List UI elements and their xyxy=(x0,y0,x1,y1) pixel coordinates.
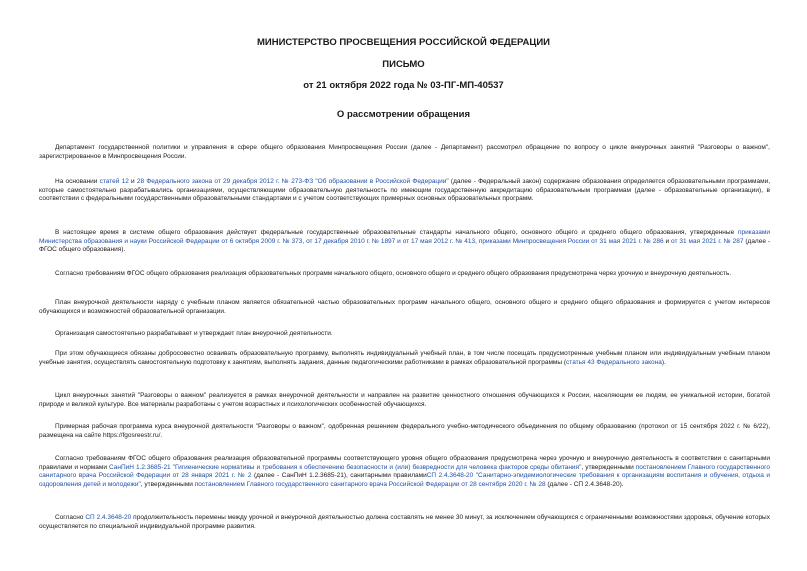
text: , утвержденными xyxy=(581,463,636,471)
paragraph-6: Организация самостоятельно разрабатывает и утверждает план внеурочной деятельности. xyxy=(55,330,333,337)
paragraph-5: План внеурочной деятельности наряду с учебным планом является обязательной частью образовательных программ начального общего, основного общего и среднего общего образования и формируется с учетом интересов обучающихся и возможностей образовательной организации. xyxy=(39,299,770,315)
text: Согласно xyxy=(55,514,86,521)
link-order-287[interactable]: от 31 мая 2021 г. № 287 xyxy=(671,237,744,245)
text: ). xyxy=(661,358,666,366)
text: (далее - ФГОС общего образования). xyxy=(39,237,771,254)
text: (далее - СП 2.4.3648-20). xyxy=(545,480,624,488)
text: и xyxy=(128,178,137,185)
link-sp-2-4-3648-20[interactable]: СП 2.4.3648-20 "Санитарно-эпидемиологические требования к организациям воспитания и обучения, отдыха и оздоровления детей и молодежи" xyxy=(39,472,770,488)
paragraph-3 xyxy=(39,229,770,255)
paragraph-11 xyxy=(39,514,770,531)
document-date-number: от 21 октября 2022 года № 03-ПГ-МП-40537 xyxy=(303,80,504,91)
text: При этом обучающиеся обязаны добросовестно осваивать образовательную программу, выполнять индивидуальный учебный план, в том числе посещать предусмотренные учебным планом или индивидуальным учебным планом учебные занятия, осуществлять самостоятельную подготовку к занятиям, выполнять задания, данные педагогическими работниками в рамках образовательной программы ( xyxy=(39,350,770,366)
document-subject: О рассмотрении обращения xyxy=(336,109,471,120)
paragraph-4: Согласно требованиям ФГОС общего образования реализация образовательных программ начального общего, основного общего и среднего общего образования предусмотрена через урочную и внеурочную деятельность. xyxy=(55,270,732,277)
link-sanpin-1-2-3685-21[interactable]: СанПиН 1.2.3685-21 "Гигиенические нормативы и требования к обеспечению безопасности и (или) безвредности для человека факторов среды обитания" xyxy=(109,463,582,471)
text: (далее - СанПиН 1.2.3685-21), санитарными правилами xyxy=(251,472,427,480)
text: (далее - Федеральный закон) содержание образования определяется образовательными программами, которые самостоятельно разрабатывались организациями, осуществляющими образовательную деятельность по имеющим государственную аккредитацию образовательным программам (далее - образовательные организации), в соответствии с федеральными государственными образовательными стандартами и с учетом соответствующих примерных основных образовательных программ. xyxy=(39,178,771,203)
paragraph-1: Департамент государственной политики и управления в сфере общего образования Минпросвещения России (далее - Департамент) рассмотрел обращение по вопросу о цикле внеурочных занятий "Разговоры о важном", зарегистрированное в Минпросвещения России. xyxy=(39,144,770,160)
paragraph-8: Цикл внеурочных занятий "Разговоры о важном" реализуется в рамках внеурочной деятельности и направлен на развитие ценностного отношения обучающихся к России, населяющим ее людям, ее уникальной истории, богатой природе и великой культуре. Все материалы разработаны с учетом возрастных и психологических особенностей обучающихся. xyxy=(39,392,770,408)
link-orders-ministry[interactable]: приказами Министерства образования и науки Российской Федерации от 6 октября 2009 г. № 373, от 17 декабря 2010 г. № 1897 и от 17 мая 2012 г. № 413, приказами Минпросвещения России от 31 мая 2021 г. № 286 xyxy=(39,229,770,245)
link-resolution-28[interactable]: постановлением Главного государственного санитарного врача Российской Федерации от 28 сентября 2020 г. № 28 xyxy=(194,480,546,488)
paragraph-10 xyxy=(39,455,770,489)
paragraph-2 xyxy=(39,178,770,204)
paragraph-7 xyxy=(39,350,770,367)
link-article-12[interactable]: статей 12 xyxy=(99,178,129,185)
text: В настоящее время в системе общего образования действует федеральные государственные образовательные стандарты начального общего, основного общего и среднего общего образования, утвержденные xyxy=(55,229,738,236)
text: На основании xyxy=(55,178,100,185)
text: Согласно требованиям ФГОС общего образования реализация образовательной программы соответствующего уровня общего образования предусмотрена через урочную и внеурочную деятельность в соответствии с санитарными правилами и нормами xyxy=(39,455,770,471)
text: и xyxy=(663,237,672,245)
link-sp-2-4-3648-20-short[interactable]: СП 2.4.3648-20 xyxy=(85,514,132,521)
link-resolution-2[interactable]: постановлением Главного государственного санитарного врача Российской Федерации от 28 января 2021 г. № 2 xyxy=(39,463,770,480)
text: продолжительность перемены между урочной и внеурочной деятельностью должна составлять не менее 30 минут, за исключением обучающихся с ограниченными возможностями здоровья, обучение которых осуществляется по специальной индивидуальной программе развития. xyxy=(39,514,770,530)
paragraph-9: Примерная рабочая программа курса внеурочной деятельности "Разговоры о важном", одобренная решением федерального учебно-методического объединения по общему образованию (протокол от 15 сентября 2022 г. № 6/22), размещена на сайте https://fgosreestr.ru/. xyxy=(39,423,770,439)
text: , утвержденными xyxy=(140,480,195,488)
link-federal-law-273[interactable]: 28 Федерального закона от 29 декабря 2012 г. № 273-ФЗ "Об образовании в Российской Федерации" xyxy=(136,178,449,185)
link-article-43[interactable]: статья 43 Федерального закона xyxy=(566,358,662,366)
document-type: ПИСЬМО xyxy=(382,59,425,70)
ministry-heading: МИНИСТЕРСТВО ПРОСВЕЩЕНИЯ РОССИЙСКОЙ ФЕДЕРАЦИИ xyxy=(256,37,551,48)
